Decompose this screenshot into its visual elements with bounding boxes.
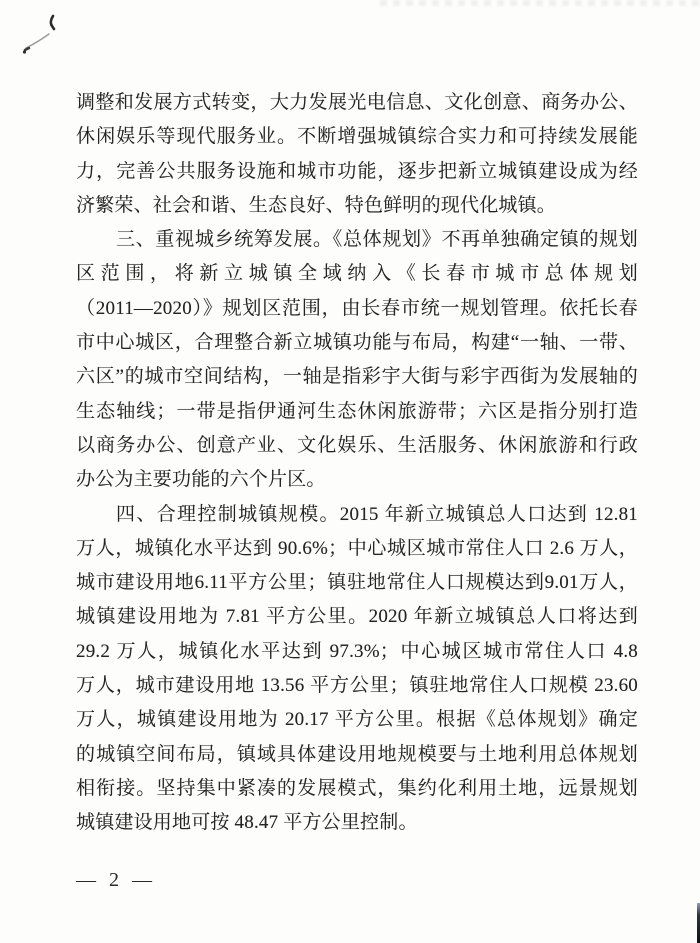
text-line: 万人，城镇化水平达到 90.6%；中心城区城市常住人口 2.6 万人， [76,537,638,559]
text-line: 以商务办公、创意产业、文化娱乐、生活服务、休闲旅游和行政 [76,434,638,456]
text-line: 四、合理控制城镇规模。2015 年新立城镇总人口达到 12.81 [116,503,638,525]
text-line: 万人，城市建设用地 13.56 平方公里；镇驻地常住人口规模 23.60 [76,675,638,697]
scan-bleed-artifact [380,0,700,6]
text-line: 城镇建设用地可按 48.47 平方公里控制。 [76,812,418,834]
text-line: 城镇建设用地为 7.81 平方公里。2020 年新立城镇总人口将达到 [76,606,638,628]
text-line: 力，完善公共服务设施和城市功能，逐步把新立城镇建设成为经 [76,160,638,182]
paragraph-continued [76,86,638,223]
text-line: 万人，城镇建设用地为 20.17 平方公里。根据《总体规划》确定 [76,709,638,731]
text-line: 生态轴线；一带是指伊通河生态休闲旅游带；六区是指分别打造 [76,400,638,422]
text-line: 区范围，将新立城镇全域纳入《长春市城市总体规划 [76,263,638,285]
text-line: 济繁荣、社会和谐、生态良好、特色鲜明的现代化城镇。 [76,194,557,216]
text-line: 相衔接。坚持集中紧凑的发展模式，集约化利用土地，远景规划 [76,777,638,799]
pen-scribble-mark [16,8,76,64]
document-body [76,86,638,841]
text-line: 29.2 万人，城镇化水平达到 97.3%；中心城区城市常住人口 4.8 [76,640,638,662]
paragraph-item-four [76,498,638,841]
text-line: 办公为主要功能的六个片区。 [76,469,326,491]
text-line: 六区”的城市空间结构，一轴是指彩宇大街与彩宇西街为发展轴的 [76,366,638,388]
page-number: — 2 — [76,869,156,891]
text-line: （2011—2020）》规划区范围，由长春市统一规划管理。依托长春 [76,297,638,319]
text-line: 三、重视城乡统筹发展。《总体规划》不再单独确定镇的规划 [116,229,638,251]
text-line: 调整和发展方式转变，大力发展光电信息、文化创意、商务办公、 [76,92,638,113]
text-line: 的城镇空间布局，镇域具体建设用地规模要与土地利用总体规划 [76,743,638,765]
paragraph-item-three [76,223,638,497]
text-line: 休闲娱乐等现代服务业。不断增强城镇综合实力和可持续发展能 [76,126,638,148]
text-line: 市中心城区，合理整合新立城镇功能与布局，构建“一轴、一带、 [76,332,638,354]
text-line: 城市建设用地6.11平方公里；镇驻地常住人口规模达到9.01万人， [76,572,638,594]
